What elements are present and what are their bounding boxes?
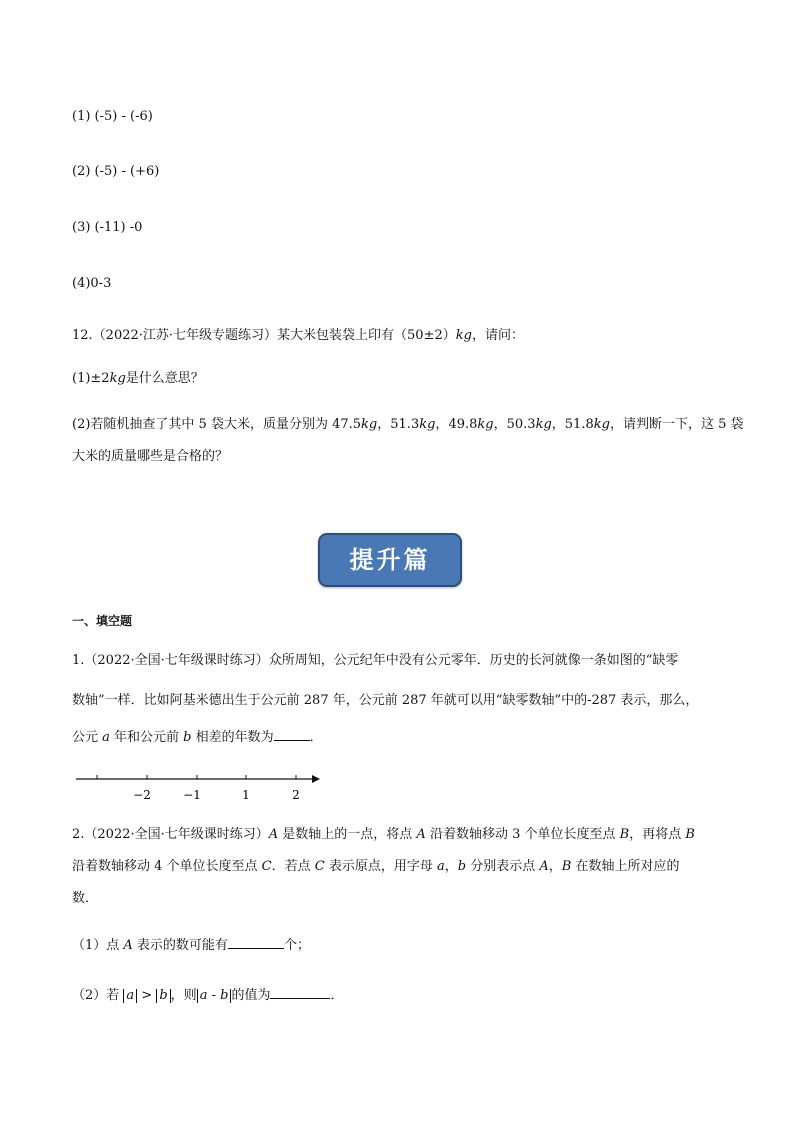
tick-label: 2 <box>292 788 300 802</box>
q12-stem: 12.（2022·江苏·七年级专题练习）某大米包装袋上印有（50±2）kg，请问： <box>72 328 524 343</box>
abs-a-minus-b: a - b <box>197 989 232 1003</box>
q11-part-2: (2) (-5) - (+6) <box>72 164 160 179</box>
f2-sub-2: （2）若 a > b ，则 a - b 的值为 ． <box>72 988 344 1003</box>
section-heading: 一、填空题 <box>72 614 133 628</box>
q12-sub-2-line-2: 大米的质量哪些是合格的？ <box>72 449 229 464</box>
q12-sub-2-line-1: (2)若随机抽查了其中 5 袋大米，质量分别为 47.5kg，51.3kg，49.8kg，50.3kg，51.8kg，请判断一下，这 5 袋 <box>72 417 744 432</box>
f2-sub-1-blank <box>228 936 284 949</box>
f1-line-3: 公元 a 年和公元前 b 相差的年数为 ． <box>72 730 323 745</box>
q12-sub-1: (1)±2kg是什么意思？ <box>72 371 204 386</box>
tick-label: 1 <box>242 788 250 802</box>
f1-answer-blank <box>274 728 310 741</box>
tick-label: −2 <box>133 788 151 802</box>
q11-part-3: (3) (-11) -0 <box>72 220 143 235</box>
abs-b: b <box>156 989 170 1003</box>
f2-sub-1: （1）点 A 表示的数可能有 个； <box>72 938 310 953</box>
tick-label: −1 <box>183 788 201 802</box>
number-line <box>70 766 330 806</box>
f2-sub-2-blank <box>270 986 330 999</box>
q11-part-1: (1) (-5) - (-6) <box>72 109 153 124</box>
section-banner: 提升篇 <box>318 533 462 587</box>
f1-line-1: 1.（2022·全国·七年级课时练习）众所周知，公元纪年中没有公元零年．历史的长河就像一条如图的“缺零 <box>72 653 679 668</box>
f1-line-2: 数轴”一样．比如阿基米德出生于公元前 287 年，公元前 287 年就可以用“缺零数轴”中的-287 表示，那么， <box>72 693 699 708</box>
f2-line-2: 沿着数轴移动 4 个单位长度至点 C．若点 C 表示原点，用字母 a，b 分别表示点 A，B 在数轴上所对应的 <box>72 859 680 874</box>
f2-line-1: 2.（2022·全国·七年级课时练习）A 是数轴上的一点，将点 A 沿着数轴移动 3 个单位长度至点 B，再将点 B <box>72 827 695 842</box>
q11-part-4: (4)0-3 <box>72 276 112 291</box>
axis-arrow <box>312 775 320 783</box>
f2-line-3: 数． <box>72 891 99 906</box>
abs-a: a <box>123 989 137 1003</box>
